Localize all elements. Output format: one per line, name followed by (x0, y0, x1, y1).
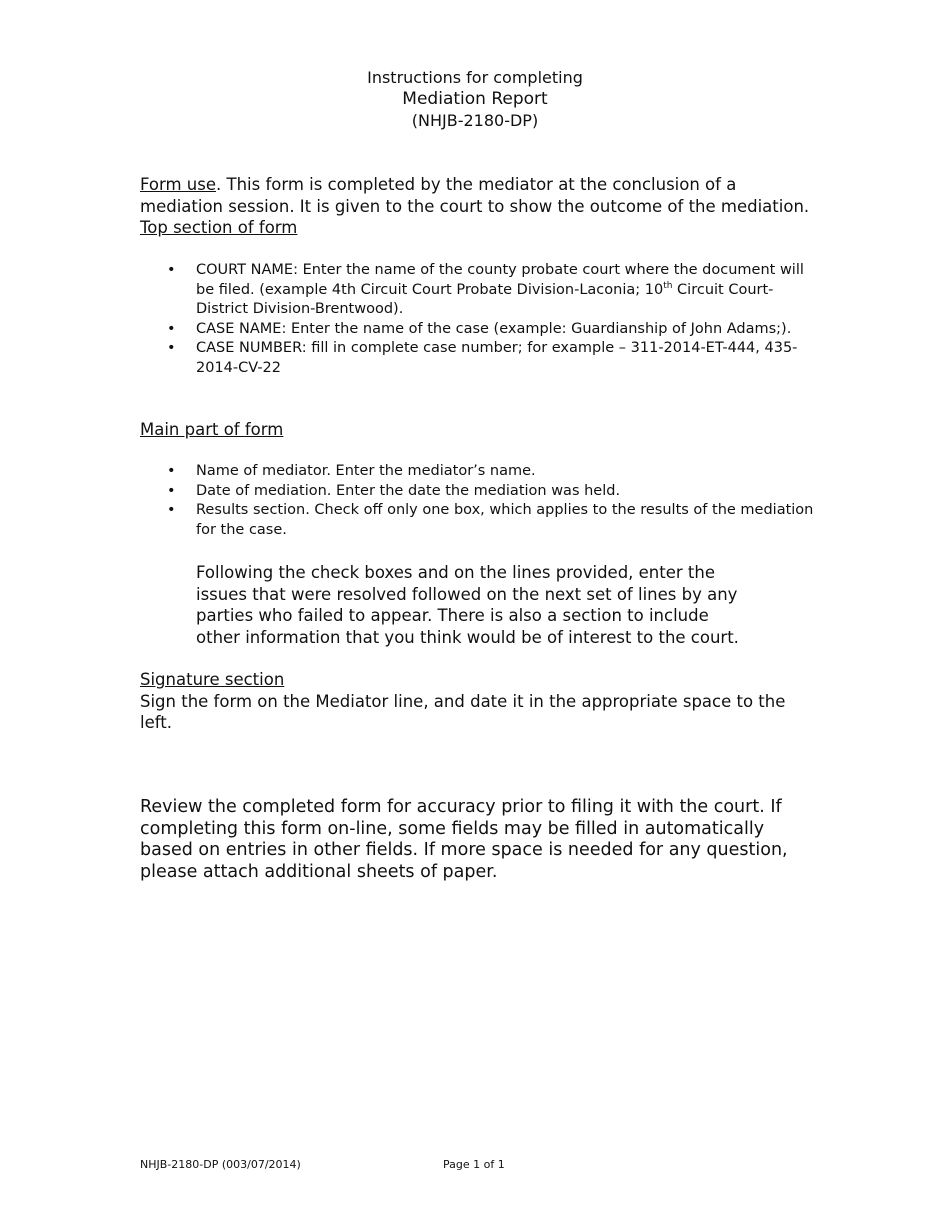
document-title (0, 67, 950, 132)
following-paragraph: Following the check boxes and on the lines provided, enter the issues that were resolved followed on the next set of lines by any parties who failed to appear. There is also a section to include other information that you think would be of interest to the court. (196, 563, 739, 647)
court-name-sup: th (663, 280, 673, 291)
title-line-1: Instructions for completing (367, 68, 583, 87)
list-item-case-name: • CASE NAME: Enter the name of the case (example: Guardianship of John Adams;). (196, 320, 820, 340)
form-use-heading: Form use (140, 175, 217, 194)
title-line-3: (NHJB-2180-DP) (411, 111, 539, 130)
footer-page-number: Page 1 of 1 (443, 1158, 505, 1171)
court-name-text: COURT NAME: Enter the name of the county probate court where the document will be filed. (example 4th Circuit Court Probate Division-Laconia; 10 (196, 262, 804, 298)
review-paragraph: Review the completed form for accuracy prior to filing it with the court. If completing this form on-line, some fields may be filled in automatically based on entries in other fields. If more space is needed for any question, please attach additional sheets of paper. (140, 797, 788, 882)
signature-text: Sign the form on the Mediator line, and date it in the appropriate space to the left. (140, 691, 786, 732)
list-item-results: • Results section. Check off only one box, which applies to the results of the mediation for the case. (196, 501, 820, 540)
title-line-2: Mediation Report (402, 88, 548, 109)
list-item-case-number: • CASE NUMBER: fill in complete case number; for example – 311-2014-ET-444, 435-2014-CV-22 (196, 339, 820, 378)
form-use-paragraph (140, 174, 820, 217)
list-item-mediator-name: • Name of mediator. Enter the mediator’s name. (196, 462, 820, 482)
list-item-court-name (196, 261, 820, 320)
top-section-list (140, 261, 820, 378)
main-part-section (140, 419, 820, 441)
court-name-text-cont: Circuit Court-District Division-Brentwood). (196, 281, 774, 317)
form-use-section (140, 174, 820, 239)
signature-heading: Signature section (140, 670, 285, 689)
review-section (140, 797, 820, 883)
top-section-heading: Top section of form (140, 218, 298, 237)
main-part-list (140, 462, 820, 540)
form-use-text: . This form is completed by the mediator at the conclusion of a mediation session. It is given to the court to show the outcome of the mediation. (140, 175, 810, 216)
main-part-heading: Main part of form (140, 420, 284, 439)
list-item-mediation-date: • Date of mediation. Enter the date the mediation was held. (196, 482, 820, 502)
footer-form-id: NHJB-2180-DP (003/07/2014) (140, 1158, 301, 1171)
signature-section (140, 669, 820, 734)
following-section (140, 562, 820, 648)
